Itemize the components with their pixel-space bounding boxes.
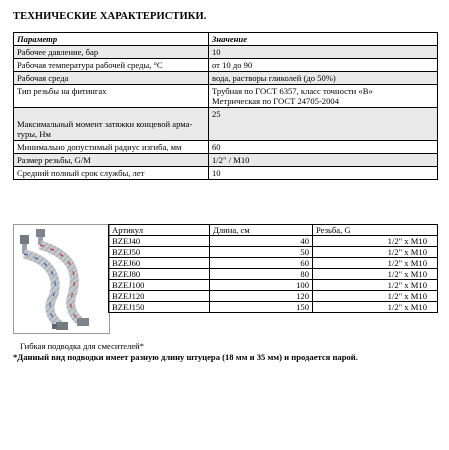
page-title: ТЕХНИЧЕСКИЕ ХАРАКТЕРИСТИКИ.	[13, 11, 207, 22]
spec-value: 60	[209, 141, 438, 154]
size-length: 120	[210, 291, 313, 302]
size-article: BZEJ40	[109, 236, 210, 247]
table-row	[109, 247, 438, 258]
spec-value	[209, 85, 438, 108]
size-article: BZEJ80	[109, 269, 210, 280]
specs-header-row	[14, 33, 438, 46]
flexible-hose-pair-icon	[14, 225, 109, 333]
size-article: BZEJ60	[109, 258, 210, 269]
spec-param	[14, 108, 209, 141]
spec-value: 1/2" / M10	[209, 154, 438, 167]
spec-param-line: Максимальный момент затяжки концевой арма-	[17, 119, 193, 129]
size-thread: 1/2" x M10	[313, 302, 438, 313]
table-row	[14, 141, 438, 154]
table-row	[109, 280, 438, 291]
spec-param: Рабочая температура рабочей среды, °С	[14, 59, 209, 72]
size-length: 80	[210, 269, 313, 280]
specs-header-parameter: Параметр	[14, 33, 209, 46]
table-row	[109, 291, 438, 302]
size-length: 40	[210, 236, 313, 247]
hose-back	[36, 229, 89, 326]
size-thread: 1/2" x M10	[313, 247, 438, 258]
spec-value: 10	[209, 167, 438, 180]
spec-param: Минимально допустимый радиус изгиба, мм	[14, 141, 209, 154]
size-article: BZEJ150	[109, 302, 210, 313]
spec-param: Рабочая среда	[14, 72, 209, 85]
size-thread: 1/2" x M10	[313, 280, 438, 291]
spec-value: вода, растворы гликолей (до 50%)	[209, 72, 438, 85]
spec-param: Тип резьбы на фитингах	[14, 85, 209, 108]
spec-param: Рабочее давление, бар	[14, 46, 209, 59]
sizes-header-length: Длина, см	[210, 225, 313, 236]
size-thread: 1/2" x M10	[313, 269, 438, 280]
table-row	[109, 236, 438, 247]
sizes-header-article: Артикул	[109, 225, 210, 236]
table-row	[14, 167, 438, 180]
product-caption: Гибкая подводка для смесителей*	[20, 341, 145, 351]
size-length: 60	[210, 258, 313, 269]
spec-param-line: туры, Нм	[17, 129, 51, 139]
spec-value: 25	[209, 108, 438, 141]
spec-param: Размер резьбы, G/M	[14, 154, 209, 167]
table-row	[14, 85, 438, 108]
size-length: 50	[210, 247, 313, 258]
size-article: BZEJ100	[109, 280, 210, 291]
spec-value-line: Трубная по ГОСТ 6357, класс точности «В»	[212, 86, 373, 96]
table-row	[109, 258, 438, 269]
size-article: BZEJ120	[109, 291, 210, 302]
size-thread: 1/2" x M10	[313, 236, 438, 247]
sizes-header-thread: Резьба, G	[313, 225, 438, 236]
spec-value: 10	[209, 46, 438, 59]
product-image	[13, 224, 110, 334]
sizes-table	[108, 224, 438, 313]
size-thread: 1/2" x M10	[313, 291, 438, 302]
table-row	[14, 108, 438, 141]
spec-param: Средний полный срок службы, лет	[14, 167, 209, 180]
footnote: *Данный вид подводки имеет разную длину штуцера (18 мм и 35 мм) и продается парой.	[13, 352, 358, 362]
table-row	[14, 72, 438, 85]
spec-value: от 10 до 90	[209, 59, 438, 72]
table-row	[14, 59, 438, 72]
specs-table	[13, 32, 438, 180]
sizes-header-row	[109, 225, 438, 236]
table-row	[14, 46, 438, 59]
size-length: 100	[210, 280, 313, 291]
table-row	[109, 269, 438, 280]
size-length: 150	[210, 302, 313, 313]
table-row	[14, 154, 438, 167]
specs-header-value: Значение	[209, 33, 438, 46]
table-row	[109, 302, 438, 313]
size-thread: 1/2" x M10	[313, 258, 438, 269]
spec-value-line: Метрическая по ГОСТ 24705-2004	[212, 96, 339, 106]
size-article: BZEJ50	[109, 247, 210, 258]
